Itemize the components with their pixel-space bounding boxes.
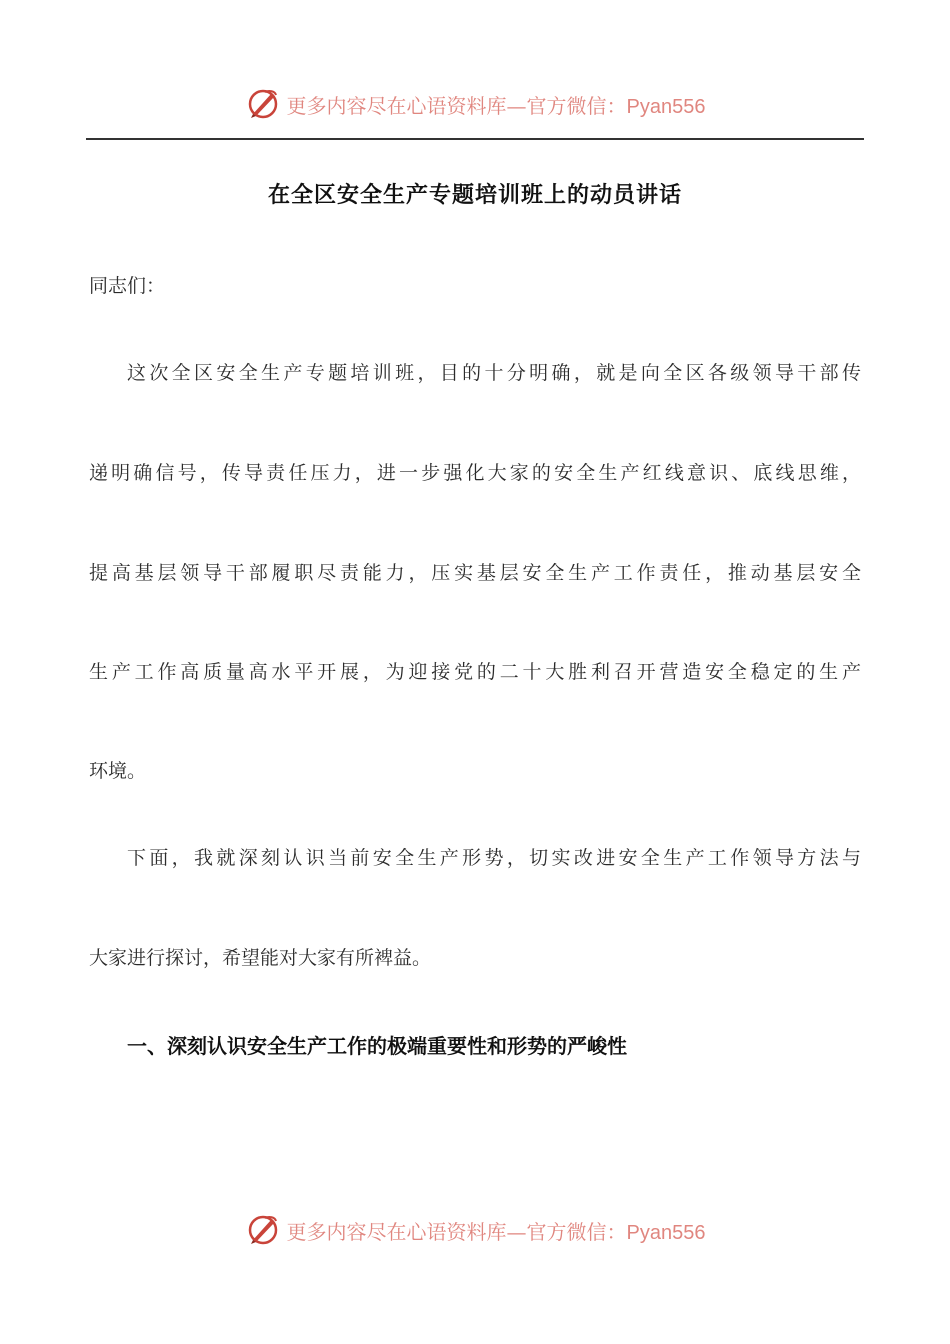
- paragraph-2-line-2: 大家进行探讨，希望能对大家有所裨益。: [89, 947, 432, 969]
- paragraph-2-line-1: 下面，我就深刻认识当前安全生产形势，切实改进安全生产工作领导方法与: [127, 847, 861, 869]
- banner-text: [287, 1216, 706, 1245]
- header-banner: [0, 84, 950, 124]
- paragraph-1-line-5: 环境。: [89, 760, 147, 782]
- paragraph-1-line-4: 生产工作高质量高水平开展，为迎接党的二十大胜利召开营造安全稳定的生产: [89, 661, 861, 683]
- banner-label: 更多内容尽在心语资料库—官方微信：: [286, 1219, 627, 1244]
- paragraph-1-line-3: 提高基层领导干部履职尽责能力，压实基层安全生产工作责任，推动基层安全: [89, 562, 861, 584]
- quill-pen-circle-icon: [245, 86, 281, 122]
- paragraph-1-line-2: 递明确信号，传导责任压力，进一步强化大家的安全生产红线意识、底线思维，: [89, 462, 861, 484]
- wechat-handle: Pyan556: [626, 1221, 706, 1244]
- footer-banner: [0, 1210, 950, 1250]
- quill-pen-circle-icon: [245, 1212, 281, 1248]
- salutation: 同志们：: [89, 275, 166, 297]
- wechat-handle: Pyan556: [626, 95, 706, 118]
- section-heading: 一、深刻认识安全生产工作的极端重要性和形势的严峻性: [127, 1034, 627, 1058]
- header-divider: [86, 138, 864, 140]
- paragraph-1-line-1: 这次全区安全生产专题培训班，目的十分明确，就是向全区各级领导干部传: [127, 362, 861, 384]
- banner-label: 更多内容尽在心语资料库—官方微信：: [286, 93, 627, 118]
- banner-text: [287, 90, 706, 119]
- document-title: 在全区安全生产专题培训班上的动员讲话: [267, 183, 682, 208]
